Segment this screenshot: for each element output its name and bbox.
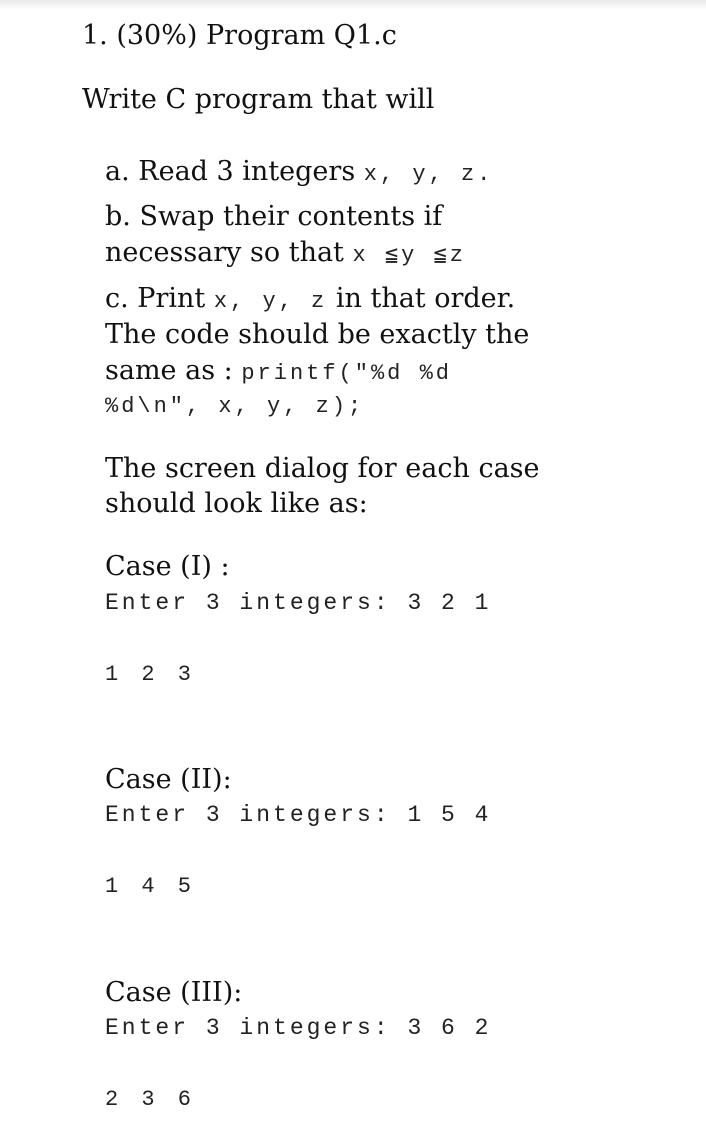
case-output: 1 2 3 (105, 662, 197, 687)
case-prompt: Enter 3 integers: 3 6 2 (105, 1015, 492, 1041)
case-prompt: Enter 3 integers: 1 5 4 (105, 802, 492, 828)
step-c-line2: The code should be exactly the (105, 319, 530, 350)
case-prompt: Enter 3 integers: 3 2 1 (105, 590, 492, 616)
dialog-intro-line2: should look like as: (105, 488, 368, 519)
case-label: Case (II): (105, 764, 232, 795)
step-b-line1: b. Swap their contents if (105, 201, 443, 232)
step-c-line3-text: same as : (105, 355, 233, 386)
case-label: Case (I) : (105, 551, 230, 582)
step-c-line1-code: x, y, z (213, 289, 328, 314)
step-b-line2-code: x ≦y ≦z (352, 243, 467, 268)
dialog-intro-line1: The screen dialog for each case (105, 453, 540, 484)
step-a-text: a. Read 3 integers (105, 156, 356, 187)
step-c-line1 (105, 281, 515, 320)
step-b-line2-text: necessary so that (105, 237, 344, 268)
case-label: Case (III): (105, 977, 243, 1008)
step-a (105, 154, 493, 193)
step-c-line3 (105, 353, 452, 392)
top-shadow (0, 0, 706, 10)
case-output: 1 4 5 (105, 874, 197, 899)
step-c-line1-tail: in that order. (335, 283, 516, 314)
case-output: 2 3 6 (105, 1087, 197, 1112)
step-a-code: x, y, z. (363, 162, 494, 187)
step-c-line1-text: c. Print (105, 283, 206, 314)
question-title: 1. (30%) Program Q1.c (82, 20, 397, 51)
step-b-line2 (105, 235, 466, 274)
question-intro: Write C program that will (82, 84, 435, 115)
step-c-line4-code: %d\n", x, y, z); (105, 394, 365, 419)
step-c-line3-code: printf("%d %d (241, 361, 452, 386)
